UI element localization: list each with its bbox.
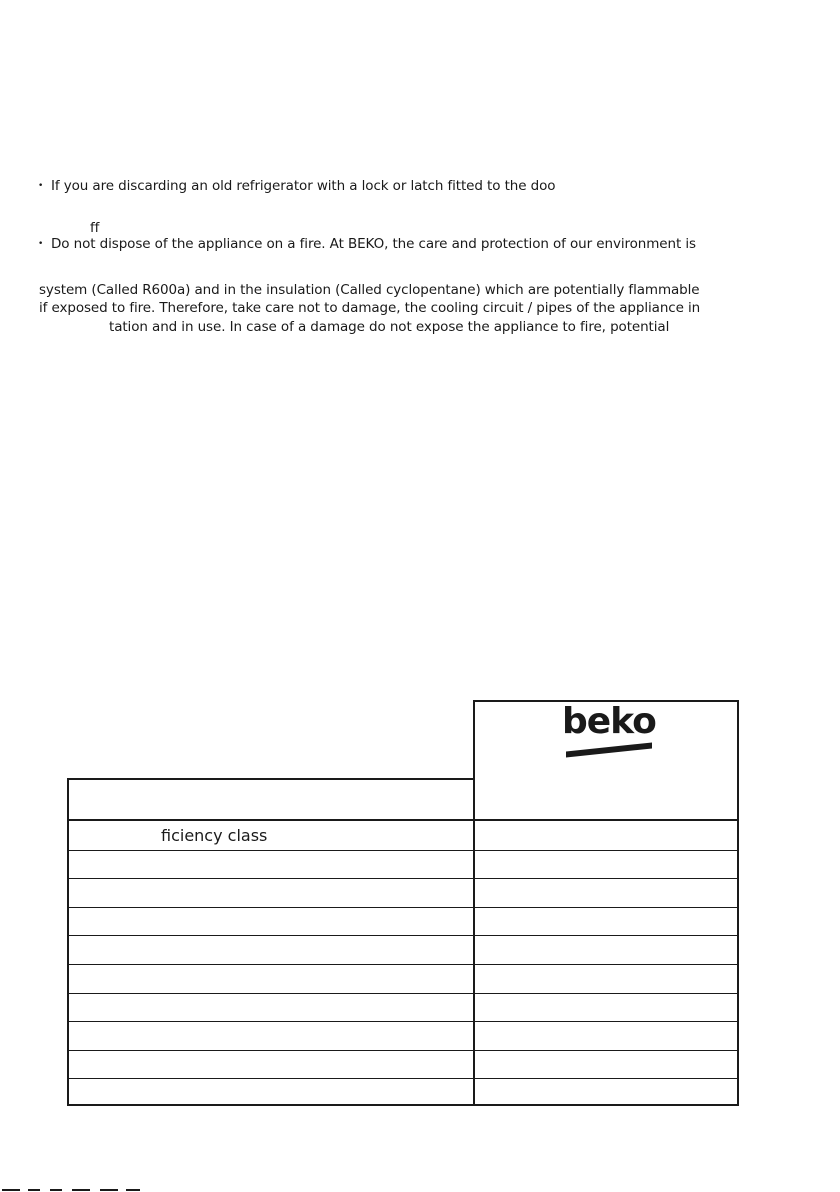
paragraph-line-4: system (Called R600a) and in the insulation (Called cyclopentane) which are potentially flammable — [39, 282, 700, 298]
row-separator — [67, 935, 739, 936]
paragraph-line-2: ff — [90, 220, 100, 236]
row-separator — [67, 850, 739, 851]
spec-table — [67, 700, 739, 1106]
efficiency-class-label: ficiency class — [161, 826, 268, 845]
row-separator — [67, 993, 739, 994]
row-separator — [67, 964, 739, 965]
paragraph-line-5: if exposed to fire. Therefore, take care not to damage, the cooling circuit / pipes of the appliance in — [39, 300, 701, 316]
row-separator — [67, 907, 739, 908]
cut-off-footer-text — [0, 1186, 150, 1192]
beko-logo — [562, 701, 656, 756]
beko-logo-underline — [566, 742, 652, 757]
table-body-box — [67, 819, 739, 1106]
paragraph-line-6: tation and in use. In case of a damage do not expose the appliance to fire, potential — [109, 319, 670, 335]
bullet-1: • — [38, 181, 44, 191]
row-separator — [67, 1050, 739, 1051]
paragraph-line-1: If you are discarding an old refrigerator with a lock or latch fitted to the doo — [51, 178, 556, 194]
row-separator — [67, 1021, 739, 1022]
bullet-2: • — [38, 239, 44, 249]
paragraph-line-3: Do not dispose of the appliance on a fire. At BEKO, the care and protection of our environment is — [51, 236, 696, 252]
table-header-box — [67, 778, 475, 821]
beko-logo-text: beko — [562, 701, 656, 742]
row-separator — [67, 1078, 739, 1079]
row-separator — [67, 878, 739, 879]
column-divider — [473, 819, 475, 1106]
